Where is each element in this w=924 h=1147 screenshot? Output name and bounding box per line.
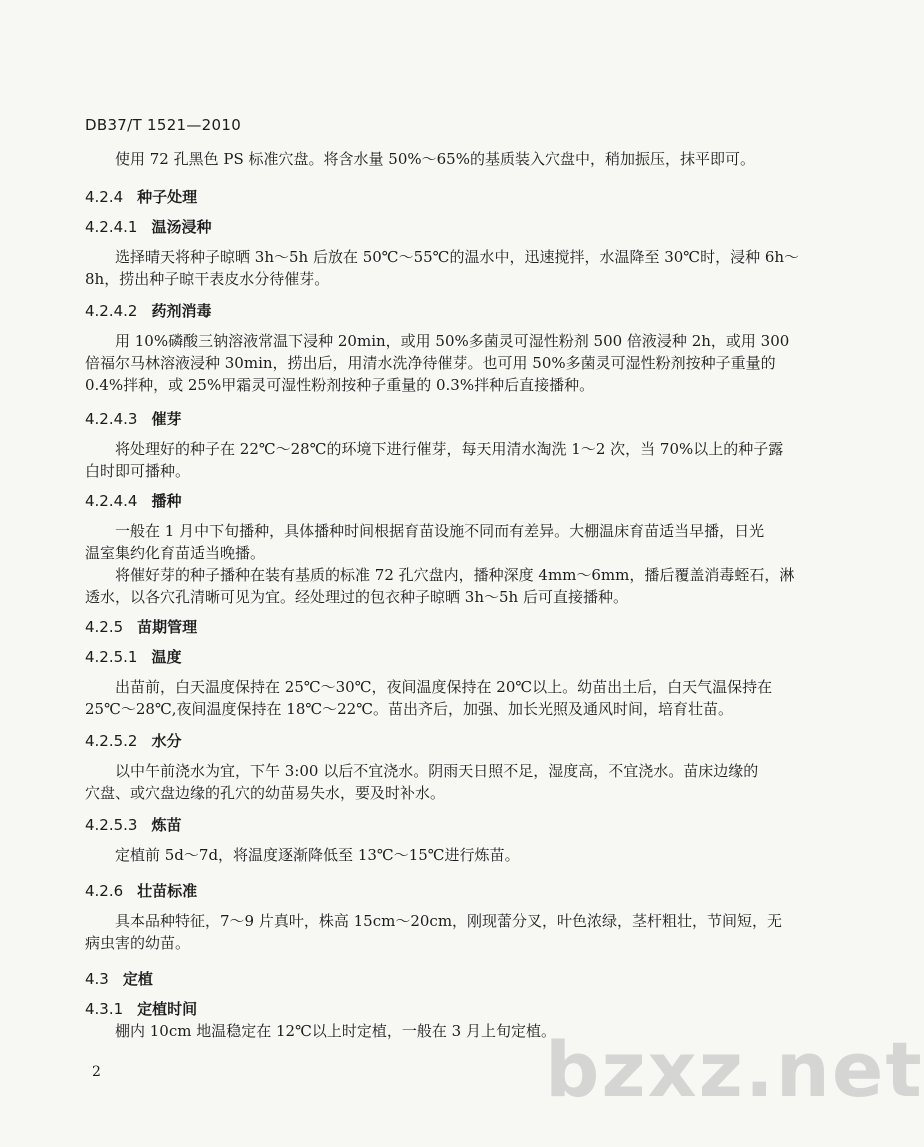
section-title: 温汤浸种 [151, 218, 212, 236]
paragraph-line: 倍福尔马林溶液浸种 30min，捞出后，用清水洗净待催芽。也可用 50%多菌灵可湿性粉剂按种子重量的 [85, 354, 776, 372]
paragraph-line: 一般在 1 月中下旬播种，具体播种时间根据育苗设施不同而有差异。大棚温床育苗适当早播，日光 [85, 522, 765, 540]
section-number: 4.3 [85, 970, 109, 988]
page-number: 2 [92, 1064, 101, 1080]
paragraph-line: 将催好芽的种子播种在装有基质的标准 72 孔穴盘内，播种深度 4mm～6mm，播后覆盖消毒蛭石，淋 [85, 566, 795, 584]
section-title: 苗期管理 [137, 618, 198, 636]
paragraph-line: 穴盘、或穴盘边缘的孔穴的幼苗易失水，要及时补水。 [85, 784, 446, 802]
section-title: 定植时间 [137, 1000, 198, 1018]
paragraph [85, 1020, 556, 1042]
section-heading [85, 814, 182, 835]
section-heading [85, 490, 182, 511]
paragraph-line: 使用 72 孔黑色 PS 标准穴盘。将含水量 50%～65%的基质装入穴盘中，稍加振压，抹平即可。 [85, 150, 755, 168]
section-heading [85, 730, 182, 751]
paragraph-line: 白时即可播种。 [85, 462, 191, 480]
section-number: 4.2.5 [85, 618, 124, 636]
paragraph-line: 温室集约化育苗适当晚播。 [85, 544, 266, 562]
section-title: 定植 [122, 970, 153, 988]
paragraph-line: 定植前 5d～7d，将温度逐渐降低至 13℃～15℃进行炼苗。 [85, 846, 520, 864]
paragraph [85, 438, 783, 482]
section-number: 4.2.4.1 [85, 218, 138, 236]
paragraph-line: 0.4%拌种，或 25%甲霜灵可湿性粉剂按种子重量的 0.3%拌种后直接播种。 [85, 376, 595, 394]
section-title: 种子处理 [137, 188, 198, 206]
paragraph [85, 910, 782, 954]
paragraph [85, 844, 520, 866]
section-title: 温度 [151, 648, 182, 666]
paragraph [85, 246, 799, 290]
paragraph [85, 520, 794, 608]
paragraph-line: 透水，以各穴孔清晰可见为宜。经处理过的包衣种子晾晒 3h～5h 后可直接播种。 [85, 588, 628, 606]
paragraph [85, 330, 789, 396]
section-title: 炼苗 [151, 816, 182, 834]
section-title: 水分 [151, 732, 182, 750]
section-title: 壮苗标准 [137, 882, 198, 900]
section-number: 4.2.5.2 [85, 732, 138, 750]
section-heading [85, 646, 182, 667]
paragraph-line: 具本品种特征，7～9 片真叶，株高 15cm～20cm，刚现蕾分叉，叶色浓绿，茎杆粗壮，节间短，无 [85, 912, 783, 930]
section-number: 4.2.4.4 [85, 492, 138, 510]
section-number: 4.2.5.3 [85, 816, 138, 834]
paragraph [85, 148, 755, 170]
paragraph-line: 棚内 10cm 地温稳定在 12℃以上时定植，一般在 3 月上旬定植。 [85, 1022, 556, 1040]
paragraph-line: 以中午前浇水为宜，下午 3:00 以后不宜浇水。阴雨天日照不足，湿度高，不宜浇水。苗床边缘的 [85, 762, 759, 780]
section-heading [85, 998, 197, 1019]
section-number: 4.2.5.1 [85, 648, 138, 666]
section-number: 4.2.4.2 [85, 302, 138, 320]
paragraph-line: 8h，捞出种子晾干表皮水分待催芽。 [85, 270, 330, 288]
section-heading [85, 408, 182, 429]
section-title: 药剂消毒 [151, 302, 212, 320]
paragraph-line: 出苗前，白天温度保持在 25℃～30℃，夜间温度保持在 20℃以上。幼苗出土后，白天气温保持在 [85, 678, 773, 696]
section-number: 4.2.6 [85, 882, 124, 900]
section-title: 播种 [151, 492, 182, 510]
paragraph-line: 选择晴天将种子晾晒 3h～5h 后放在 50℃～55℃的温水中，迅速搅拌，水温降至 30℃时，浸种 6h～ [85, 248, 800, 266]
section-heading [85, 616, 197, 637]
watermark-logo: bzxz.net [545, 1025, 924, 1114]
paragraph-line: 病虫害的幼苗。 [85, 934, 191, 952]
paragraph-line: 用 10%磷酸三钠溶液常温下浸种 20min，或用 50%多菌灵可湿性粉剂 500 倍液浸种 2h，或用 300 [85, 332, 790, 350]
section-heading [85, 300, 212, 321]
paragraph-line: 将处理好的种子在 22℃～28℃的环境下进行催芽，每天用清水淘洗 1～2 次，当 70%以上的种子露 [85, 440, 784, 458]
standard-code-header: DB37/T 1521—2010 [85, 116, 242, 134]
section-number: 4.2.4.3 [85, 410, 138, 428]
section-heading [85, 968, 153, 989]
paragraph-line: 25℃～28℃,夜间温度保持在 18℃～22℃。苗出齐后，加强、加长光照及通风时间，培育壮苗。 [85, 700, 734, 718]
section-number: 4.3.1 [85, 1000, 124, 1018]
section-heading [85, 880, 197, 901]
section-heading [85, 186, 197, 207]
section-title: 催芽 [151, 410, 182, 428]
section-number: 4.2.4 [85, 188, 124, 206]
paragraph [85, 760, 758, 804]
section-heading [85, 216, 212, 237]
paragraph [85, 676, 772, 720]
